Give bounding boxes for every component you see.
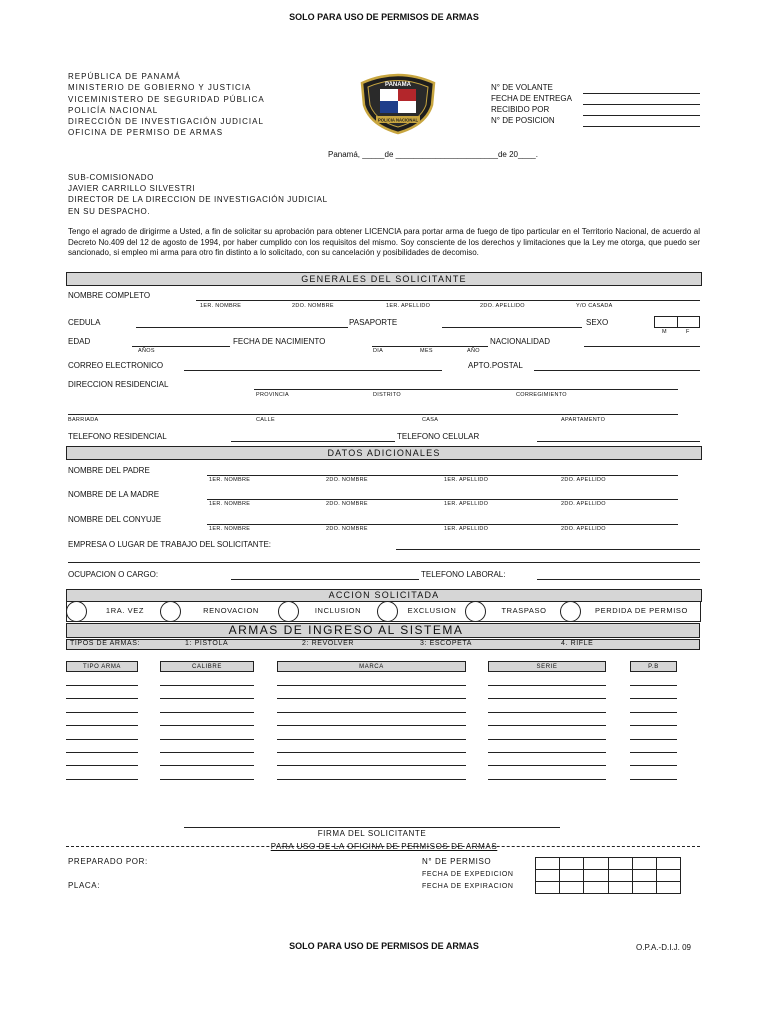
arms-row-field[interactable] bbox=[66, 698, 138, 699]
addr-sub: BARRIADA bbox=[68, 417, 99, 423]
option-perdida-radio[interactable] bbox=[560, 601, 581, 622]
police-badge-logo bbox=[356, 69, 440, 135]
nombre-completo-label: NOMBRE COMPLETO bbox=[68, 291, 151, 300]
arms-row-field[interactable] bbox=[488, 752, 606, 753]
arms-row-field[interactable] bbox=[277, 765, 466, 766]
volante-label: N° DE VOLANTE bbox=[491, 83, 553, 92]
arms-row-field[interactable] bbox=[488, 685, 606, 686]
ocupacion-field[interactable] bbox=[231, 579, 419, 580]
arms-row-field[interactable] bbox=[630, 685, 677, 686]
tel-laboral-field[interactable] bbox=[537, 579, 700, 580]
arms-row-field[interactable] bbox=[488, 765, 606, 766]
addr-sub: PROVINCIA bbox=[256, 392, 289, 398]
edad-label: EDAD bbox=[68, 337, 91, 346]
arms-row-field[interactable] bbox=[277, 685, 466, 686]
recibido-label: RECIBIDO POR bbox=[491, 105, 550, 114]
addressee-line: EN SU DESPACHO. bbox=[68, 206, 151, 216]
col-tipo-arma: TIPO ARMA bbox=[66, 661, 138, 672]
arms-row-field[interactable] bbox=[488, 725, 606, 726]
tel-res-label: TELEFONO RESIDENCIAL bbox=[68, 432, 167, 441]
empresa-label: EMPRESA O LUGAR DE TRABAJO DEL SOLICITANTE: bbox=[68, 540, 272, 549]
logo-text-top: PANAMA bbox=[385, 82, 411, 88]
name-sub: Y/O CASADA bbox=[576, 303, 613, 309]
date-sub: MES bbox=[420, 348, 433, 354]
col-pb: P.B bbox=[630, 661, 677, 672]
option-1ra-vez-radio[interactable] bbox=[66, 601, 87, 622]
date-line: Panamá, _____de _______________________de 20____. bbox=[328, 150, 538, 159]
arms-row-field[interactable] bbox=[66, 779, 138, 780]
name-sub: 1ER. APELLIDO bbox=[386, 303, 431, 309]
tipo-item: 4. RIFLE bbox=[561, 640, 594, 647]
posicion-label: N° DE POSICION bbox=[491, 116, 555, 125]
arms-row-field[interactable] bbox=[488, 698, 606, 699]
sexo-f-label: F bbox=[686, 329, 690, 335]
arms-row-field[interactable] bbox=[277, 779, 466, 780]
parent-sub: 1ER. NOMBRE bbox=[209, 526, 251, 532]
parent-sub: 1ER. APELLIDO bbox=[444, 477, 489, 483]
arms-row-field[interactable] bbox=[488, 779, 606, 780]
madre-label: NOMBRE DE LA MADRE bbox=[68, 490, 160, 499]
fecha-nacimiento-label: FECHA DE NACIMIENTO bbox=[233, 337, 326, 346]
col-serie: SERIE bbox=[488, 661, 606, 672]
sexo-m-box[interactable] bbox=[654, 316, 678, 328]
tipo-item: 1: PISTOLA bbox=[185, 640, 229, 647]
pasaporte-label: PASAPORTE bbox=[349, 318, 398, 327]
parent-sub: 1ER. NOMBRE bbox=[209, 501, 251, 507]
letter-body: Tengo el agrado de dirigirme a Usted, a fin de solicitar su aprobación para obtener LICENCIA para portar arma de fuego de tipo particular en el Territorio Nacional, de acuerdo al Decreto No.409 del 12 de agosto de 1994, por haber cumplido con los requisitos del mismo. Soy consciente de los derechos y limitaciones que la Ley me otorga, que puedo ser sancionado, si empleo mi arma para otro fin distinto a lo solicitado, con su cancelación y posibilidades de decomiso. bbox=[68, 227, 700, 257]
parent-sub: 1ER. APELLIDO bbox=[444, 526, 489, 532]
addr-sub: CASA bbox=[422, 417, 439, 423]
addressee-line: DIRECTOR DE LA DIRECCION DE INVESTIGACIÓN JUDICIAL bbox=[68, 195, 328, 205]
cedula-field[interactable] bbox=[136, 327, 348, 328]
addr-sub: CORREGIMIENTO bbox=[516, 392, 567, 398]
preparado-label: PREPARADO POR: bbox=[68, 857, 148, 866]
arms-row-field[interactable] bbox=[277, 725, 466, 726]
apto-label: APTO.POSTAL bbox=[468, 361, 523, 370]
tel-res-field[interactable] bbox=[231, 441, 395, 442]
form-code: O.P.A.-D.I.J. 09 bbox=[636, 943, 691, 952]
name-sub: 1ER. NOMBRE bbox=[200, 303, 242, 309]
fecha-exp-label: FECHA DE EXPEDICION bbox=[422, 871, 514, 878]
option-renovacion-radio[interactable] bbox=[160, 601, 181, 622]
option-renovacion-label: RENOVACION bbox=[203, 606, 259, 615]
direccion-field-1[interactable] bbox=[254, 389, 678, 390]
empresa-field-2[interactable] bbox=[68, 562, 700, 563]
direccion-field-2[interactable] bbox=[68, 414, 678, 415]
arms-row-field[interactable] bbox=[66, 725, 138, 726]
arms-row-field[interactable] bbox=[160, 712, 254, 713]
col-calibre: CALIBRE bbox=[160, 661, 254, 672]
org-line: VICEMINISTERO DE SEGURIDAD PÚBLICA bbox=[68, 94, 265, 104]
padre-label: NOMBRE DEL PADRE bbox=[68, 466, 150, 475]
recibido-field[interactable] bbox=[583, 115, 700, 116]
org-line: MINISTERIO DE GOBIERNO Y JUSTICIA bbox=[68, 83, 252, 93]
parent-sub: 2DO. NOMBRE bbox=[326, 526, 368, 532]
date-sub: AÑO bbox=[467, 348, 480, 354]
nacionalidad-field[interactable] bbox=[584, 346, 700, 347]
addr-sub: DISTRITO bbox=[373, 392, 401, 398]
office-grid-cell[interactable] bbox=[583, 881, 608, 894]
placa-label: PLACA: bbox=[68, 881, 101, 890]
arms-row-field[interactable] bbox=[160, 685, 254, 686]
tipos-label: TIPOS DE ARMAS: bbox=[70, 640, 141, 647]
parent-sub: 2DO. APELLIDO bbox=[561, 477, 606, 483]
nacionalidad-label: NACIONALIDAD bbox=[490, 337, 551, 346]
logo-text-bottom: POLICIA NACIONAL bbox=[377, 117, 419, 123]
option-traspaso-radio[interactable] bbox=[465, 601, 486, 622]
arms-row-field[interactable] bbox=[630, 752, 677, 753]
addressee-line: SUB-COMISIONADO bbox=[68, 173, 154, 182]
padre-field[interactable] bbox=[207, 475, 678, 476]
org-line: REPÚBLICA DE PANAMÁ bbox=[68, 72, 181, 81]
tel-laboral-label: TELEFONO LABORAL: bbox=[421, 570, 506, 579]
name-sub: 2DO. NOMBRE bbox=[292, 303, 334, 309]
num-permiso-label: N° DE PERMISO bbox=[422, 857, 492, 866]
arms-row-field[interactable] bbox=[277, 712, 466, 713]
arms-row-field[interactable] bbox=[488, 712, 606, 713]
firma-field[interactable] bbox=[184, 827, 560, 828]
madre-field[interactable] bbox=[207, 499, 678, 500]
option-traspaso-label: TRASPASO bbox=[501, 606, 547, 615]
apto-field[interactable] bbox=[534, 370, 700, 371]
arms-row-field[interactable] bbox=[630, 725, 677, 726]
arms-row-field[interactable] bbox=[160, 752, 254, 753]
sexo-m-label: M bbox=[662, 329, 667, 335]
arms-row-field[interactable] bbox=[66, 765, 138, 766]
org-header bbox=[68, 71, 265, 139]
arms-row-field[interactable] bbox=[277, 739, 466, 740]
parent-sub: 2DO. NOMBRE bbox=[326, 501, 368, 507]
arms-row-field[interactable] bbox=[630, 779, 677, 780]
edad-sub: AÑOS bbox=[138, 348, 155, 354]
org-line: DIRECCIÓN DE INVESTIGACIÓN JUDICIAL bbox=[68, 117, 264, 127]
tipo-item: 2: REVOLVER bbox=[302, 640, 354, 647]
office-grid-cell[interactable] bbox=[559, 881, 584, 894]
arms-row-field[interactable] bbox=[160, 779, 254, 780]
arms-row-field[interactable] bbox=[66, 752, 138, 753]
sexo-f-box[interactable] bbox=[677, 316, 700, 328]
office-grid-cell[interactable] bbox=[535, 881, 560, 894]
arms-row-field[interactable] bbox=[66, 685, 138, 686]
parent-sub: 1ER. APELLIDO bbox=[444, 501, 489, 507]
arms-row-field[interactable] bbox=[630, 712, 677, 713]
fecha-expir-label: FECHA DE EXPIRACION bbox=[422, 883, 514, 890]
arms-row-field[interactable] bbox=[277, 698, 466, 699]
fecha-nacimiento-field[interactable] bbox=[372, 346, 488, 347]
fecha-entrega-label: FECHA DE ENTREGA bbox=[491, 94, 572, 103]
arms-row-field[interactable] bbox=[630, 698, 677, 699]
option-perdida-label: PERDIDA DE PERMISO bbox=[595, 606, 688, 615]
addressee-line: JAVIER CARRILLO SILVESTRI bbox=[68, 184, 196, 194]
parent-sub: 2DO. APELLIDO bbox=[561, 526, 606, 532]
arms-row-field[interactable] bbox=[160, 739, 254, 740]
parent-sub: 2DO. APELLIDO bbox=[561, 501, 606, 507]
tel-cel-field[interactable] bbox=[537, 441, 700, 442]
date-sub: DIA bbox=[373, 348, 384, 354]
name-sub: 2DO. APELLIDO bbox=[480, 303, 525, 309]
addr-sub: CALLE bbox=[256, 417, 275, 423]
arms-row-field[interactable] bbox=[630, 765, 677, 766]
org-line: POLICÍA NACIONAL bbox=[68, 105, 159, 115]
armas-header: ARMAS DE INGRESO AL SISTEMA bbox=[228, 623, 464, 637]
arms-row-field[interactable] bbox=[488, 739, 606, 740]
cedula-label: CEDULA bbox=[68, 318, 101, 327]
arms-row-field[interactable] bbox=[160, 698, 254, 699]
option-1ra-vez-label: 1RA. VEZ bbox=[105, 606, 145, 615]
option-exclusion-label: EXCLUSION bbox=[407, 606, 457, 615]
accion-header: ACCION SOLICITADA bbox=[66, 589, 702, 602]
tipo-item: 3: ESCOPETA bbox=[420, 640, 472, 647]
sexo-label: SEXO bbox=[586, 318, 609, 327]
addressee-block bbox=[68, 172, 328, 217]
direccion-label: DIRECCION RESIDENCIAL bbox=[68, 380, 169, 389]
tel-cel-label: TELEFONO CELULAR bbox=[397, 432, 480, 441]
volante-field[interactable] bbox=[583, 93, 700, 94]
option-exclusion-radio[interactable] bbox=[377, 601, 398, 622]
option-inclusion-radio[interactable] bbox=[278, 601, 299, 622]
tipos-bar bbox=[66, 639, 700, 650]
arms-row-field[interactable] bbox=[160, 725, 254, 726]
posicion-field[interactable] bbox=[583, 126, 700, 127]
conyuge-field[interactable] bbox=[207, 524, 678, 525]
correo-field[interactable] bbox=[184, 370, 442, 371]
arms-row-field[interactable] bbox=[160, 765, 254, 766]
top-title: SOLO PARA USO DE PERMISOS DE ARMAS bbox=[289, 12, 479, 22]
arms-row-field[interactable] bbox=[630, 739, 677, 740]
arms-row-field[interactable] bbox=[66, 739, 138, 740]
correo-label: CORREO ELECTRONICO bbox=[68, 361, 164, 370]
arms-row-field[interactable] bbox=[66, 712, 138, 713]
office-grid-cell[interactable] bbox=[656, 881, 681, 894]
col-marca: MARCA bbox=[277, 661, 466, 672]
conyuge-label: NOMBRE DEL CONYUJE bbox=[68, 515, 162, 524]
pasaporte-field[interactable] bbox=[442, 327, 582, 328]
parent-sub: 1ER. NOMBRE bbox=[209, 477, 251, 483]
fecha-entrega-field[interactable] bbox=[583, 104, 700, 105]
org-line: OFICINA DE PERMISO DE ARMAS bbox=[68, 128, 224, 138]
ocupacion-label: OCUPACION O CARGO: bbox=[68, 570, 159, 579]
edad-field[interactable] bbox=[132, 346, 230, 347]
nombre-completo-field[interactable] bbox=[196, 300, 700, 301]
office-grid-cell[interactable] bbox=[632, 881, 657, 894]
footer-title: SOLO PARA USO DE PERMISOS DE ARMAS bbox=[289, 941, 479, 951]
option-inclusion-label: INCLUSION bbox=[314, 606, 362, 615]
office-grid-cell[interactable] bbox=[608, 881, 633, 894]
adicionales-header: DATOS ADICIONALES bbox=[66, 446, 702, 460]
arms-row-field[interactable] bbox=[277, 752, 466, 753]
office-use-title: PARA USO DE LA OFICINA DE PERMISOS DE ARMAS bbox=[270, 842, 498, 851]
parent-sub: 2DO. NOMBRE bbox=[326, 477, 368, 483]
firma-label: FIRMA DEL SOLICITANTE bbox=[317, 829, 427, 838]
empresa-field[interactable] bbox=[396, 549, 700, 550]
addr-sub: APARTAMENTO bbox=[561, 417, 606, 423]
generales-header: GENERALES DEL SOLICITANTE bbox=[66, 272, 702, 286]
